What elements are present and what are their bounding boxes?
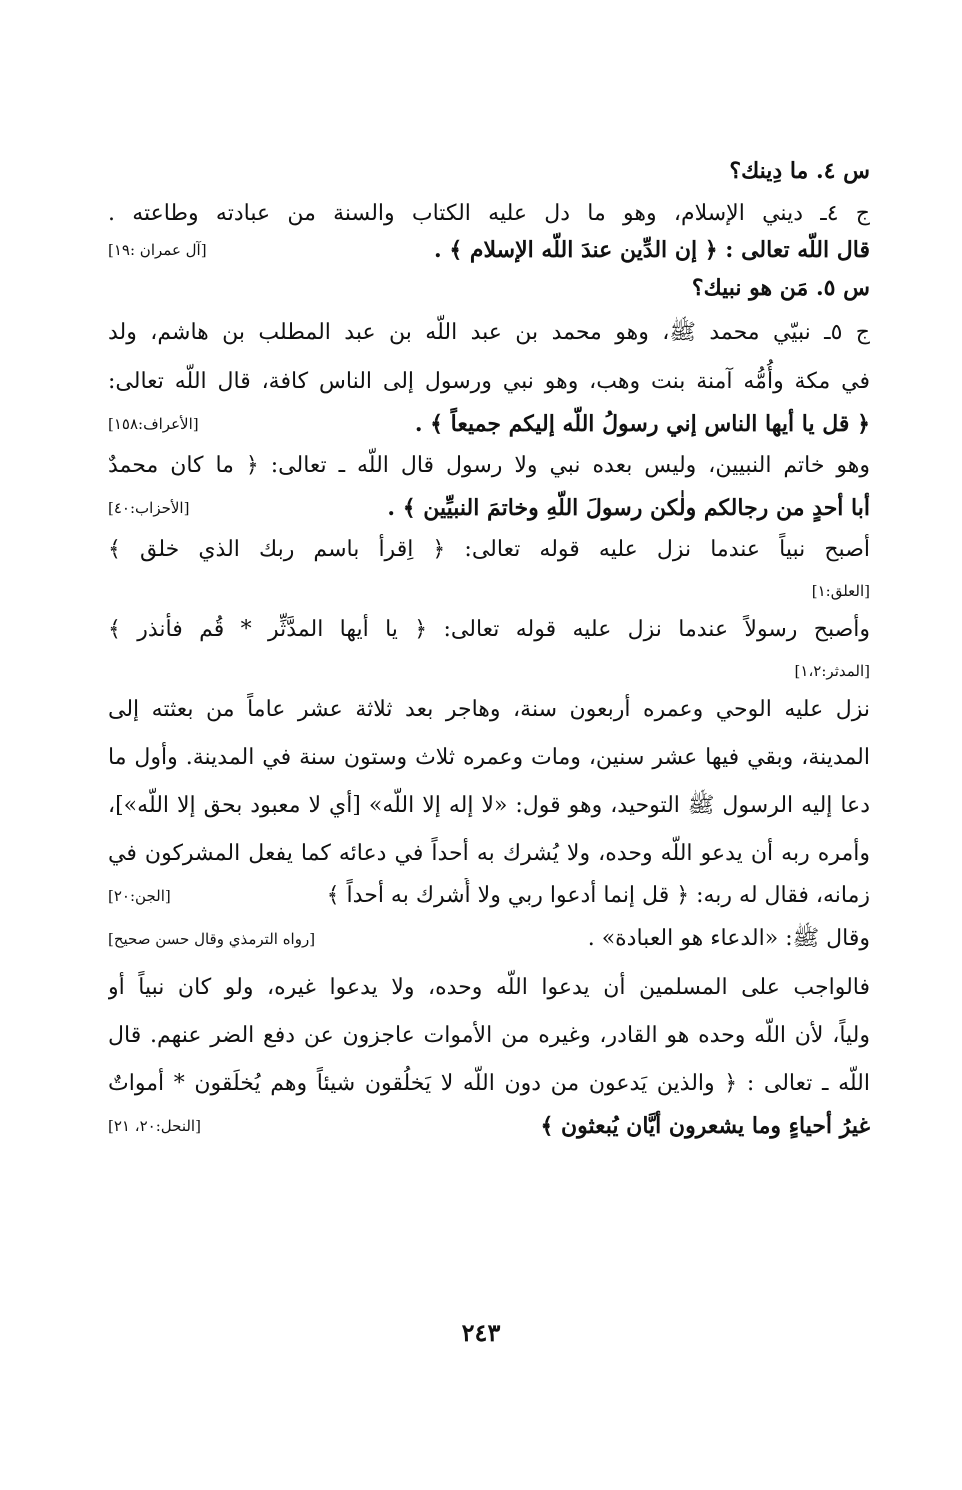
answer-5-verse-2: أبا أحدٍ من رجالكم ولٰكن رسولَ اللّهِ وخاتمَ النبيِّين ﴾ . xyxy=(387,495,870,521)
paragraph-3-line-3: دعا إليه الرسول ﷺ التوحيد، وهو قول: «لا إله إلا اللّه» [أي لا معبود بحق إلا اللّه»]، xyxy=(108,793,870,818)
answer-4-line-1: ج ٤ـ ديني الإسلام، وهو ما دل عليه الكتاب والسنة من عبادته وطاعته . xyxy=(108,201,870,226)
answer-5-line-4: وهو خاتم النبيين، وليس بعده نبي ولا رسول قال اللّه ـ تعالى: ﴿ ما كان محمدٌ xyxy=(108,453,870,478)
question-5: س ٥. مَن هو نبيك؟ xyxy=(691,275,870,301)
answer-5-line-7: وأصبح رسولاً عندما نزل عليه قوله تعالى: ﴿ يا أيها المدَّثِّر * قُم فأنذر ﴾ xyxy=(108,617,870,642)
answer-5-line-5 xyxy=(108,490,870,526)
paragraph-4-verse-ref: [النحل:٢٠، ٢١] xyxy=(108,1117,201,1135)
answer-5-line-2: في مكة وأُمُّه آمنة بنت وهب، وهو نبي ورسول إلى الناس كافة، قال اللّه تعالى: xyxy=(108,369,870,394)
answer-4-verse: قال اللّه تعالى : ﴿ إن الدِّين عندَ اللّه الإسلام ﴾ . xyxy=(434,237,870,263)
answer-4-line-2 xyxy=(108,232,870,268)
answer-5-line-1: ج ٥ـ نبيّي محمد ﷺ، وهو محمد بن عبد اللّه بن عبد المطلب بن هاشم، ولد xyxy=(108,320,870,345)
paragraph-4-verse: غيرُ أحياءٍ وما يشعرون أيَّان يُبعثون ﴾ xyxy=(540,1113,870,1139)
question-4: س ٤. ما دِينك؟ xyxy=(729,158,870,184)
page-number: ٢٤٣ xyxy=(461,1318,501,1347)
page-body xyxy=(108,146,870,1144)
answer-5-line-7-ref-row xyxy=(108,654,870,686)
answer-5-verse-4-ref: [المدثر:١،٢] xyxy=(794,662,870,680)
answer-4-verse-ref: [آل عمران :١٩] xyxy=(108,241,207,259)
answer-5-verse-2-ref: [الأحزاب:٤٠] xyxy=(108,499,190,517)
paragraph-3-verse: زمانه، فقال له ربه: ﴿ قل إنما أدعوا ربي ولا أُشرك به أحداً ﴾ xyxy=(326,883,870,908)
paragraph-3-verse-ref: [الجن:٢٠] xyxy=(108,887,171,905)
answer-5-verse-1-ref: [الأعراف:١٥٨] xyxy=(108,415,199,433)
answer-5-line-6-ref-row xyxy=(108,574,870,606)
paragraph-3-line-6 xyxy=(108,914,870,964)
paragraph-3-line-4: وأمره ربه أن يدعو اللّه وحده، ولا يُشرك به أحداً في دعائه كما يفعل المشركون في xyxy=(108,841,870,866)
hadith-ref: [رواه الترمذي وقال حسن صحيح] xyxy=(108,930,316,948)
paragraph-3-line-2: المدينة، وبقي فيها عشر سنين، ومات وعمره ثلاث وستون سنة في المدينة. وأول ما xyxy=(108,745,870,770)
paragraph-4-line-1: فالواجب على المسلمين أن يدعوا اللّه وحده، ولا يدعوا غيره، ولو كان نبياً أو xyxy=(108,975,870,1000)
answer-5-verse-1: ﴿ قل يا أيها الناس إني رسولُ اللّه إليكم جميعاً ﴾ . xyxy=(414,411,870,437)
paragraph-3-line-5 xyxy=(108,878,870,914)
answer-5-verse-3-ref: [العلق:١] xyxy=(811,582,870,600)
answer-5-line-6: أصبح نبياً عندما نزل عليه قوله تعالى: ﴿ اِقرأ باسم ربك الذي خلق ﴾ xyxy=(108,537,870,562)
paragraph-4-line-4 xyxy=(108,1108,870,1144)
hadith-text: وقال ﷺ: «الدعاء هو العبادة» . xyxy=(587,926,870,951)
paragraph-3-line-1: نزل عليه الوحي وعمره أربعون سنة، وهاجر بعد ثلاثة عشر عاماً من بعثته إلى xyxy=(108,697,870,722)
paragraph-4-line-3: اللّه ـ تعالى : ﴿ والذين يَدعون من دون اللّه لا يَخلُقون شيئاً وهم يُخلَقون * أمواتٌ xyxy=(108,1071,870,1096)
answer-5-line-3 xyxy=(108,406,870,442)
paragraph-4-line-2: ولياً، لأن اللّه وحده هو القادر، وغيره من الأموات عاجزون عن دفع الضر عنهم. قال xyxy=(108,1023,870,1048)
